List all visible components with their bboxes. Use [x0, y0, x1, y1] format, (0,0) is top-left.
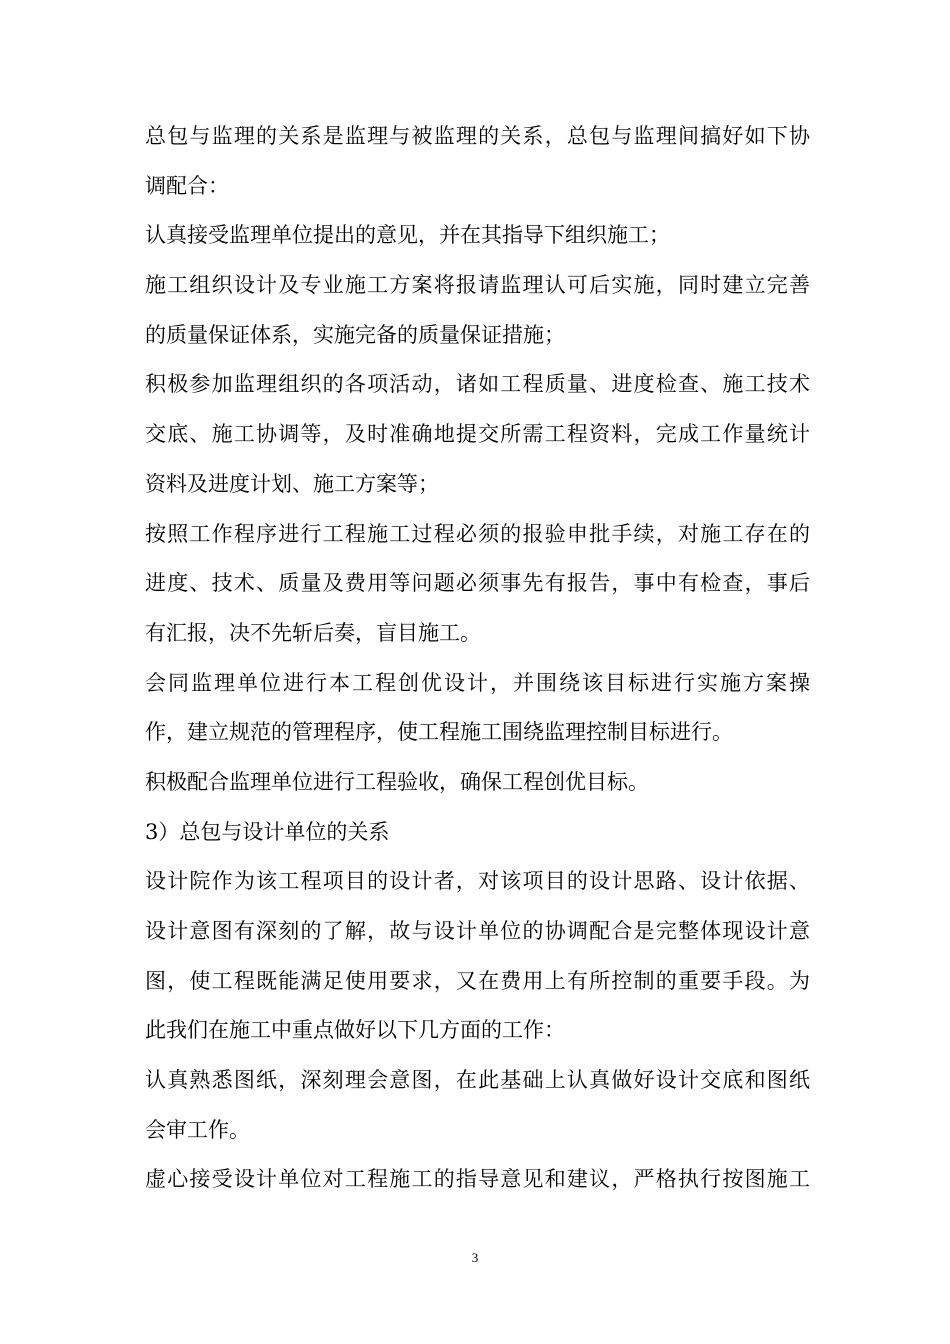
text-line: 积极配合监理单位进行工程验收，确保工程创优目标。 [145, 769, 649, 794]
page-number: 3 [471, 1250, 479, 1265]
text-line: 的质量保证体系，实施完备的质量保证措施； [145, 322, 565, 347]
text-line: 会同监理单位进行本工程创优设计，并围绕该目标进行实施方案操 [145, 670, 810, 695]
text-line: 有汇报，决不先斩后奏，盲目施工。 [145, 620, 481, 645]
text-line: 作，建立规范的管理程序，使工程施工围绕监理控制目标进行。 [145, 720, 733, 745]
text-line: 资料及进度计划、施工方案等； [145, 471, 439, 496]
text-line: 交底、施工协调等，及时准确地提交所需工程资料，完成工作量统计 [145, 422, 810, 447]
text-line: 施工组织设计及专业施工方案将报请监理认可后实施，同时建立完善 [145, 273, 810, 298]
text-line: 调配合： [145, 173, 229, 198]
text-line: 认真熟悉图纸，深刻理会意图，在此基础上认真做好设计交底和图纸 [145, 1068, 810, 1093]
text-line: 按照工作程序进行工程施工过程必须的报验申批手续，对施工存在的 [145, 521, 810, 546]
text-line: 设计院作为该工程项目的设计者，对该项目的设计思路、设计依据、 [145, 869, 810, 894]
text-line: 总包与监理的关系是监理与被监理的关系，总包与监理间搞好如下协 [145, 124, 810, 148]
text-line: 会审工作。 [145, 1117, 250, 1142]
text-line: 进度、技术、质量及费用等问题必须事先有报告，事中有检查，事后 [145, 571, 810, 596]
text-line: 此我们在施工中重点做好以下几方面的工作： [145, 1018, 565, 1043]
text-line: 认真接受监理单位提出的意见，并在其指导下组织施工； [145, 223, 670, 248]
text-line: 虚心接受设计单位对工程施工的指导意见和建议，严格执行按图施工 [145, 1167, 810, 1192]
document-body [145, 112, 810, 1205]
text-line: 积极参加监理组织的各项活动，诸如工程质量、进度检查、施工技术 [145, 372, 810, 397]
text-line: 图，使工程既能满足使用要求，又在费用上有所控制的重要手段。为 [145, 968, 810, 993]
section-heading: 3）总包与设计单位的关系 [145, 819, 390, 844]
text-line: 设计意图有深刻的了解，故与设计单位的协调配合是完整体现设计意 [145, 919, 810, 943]
